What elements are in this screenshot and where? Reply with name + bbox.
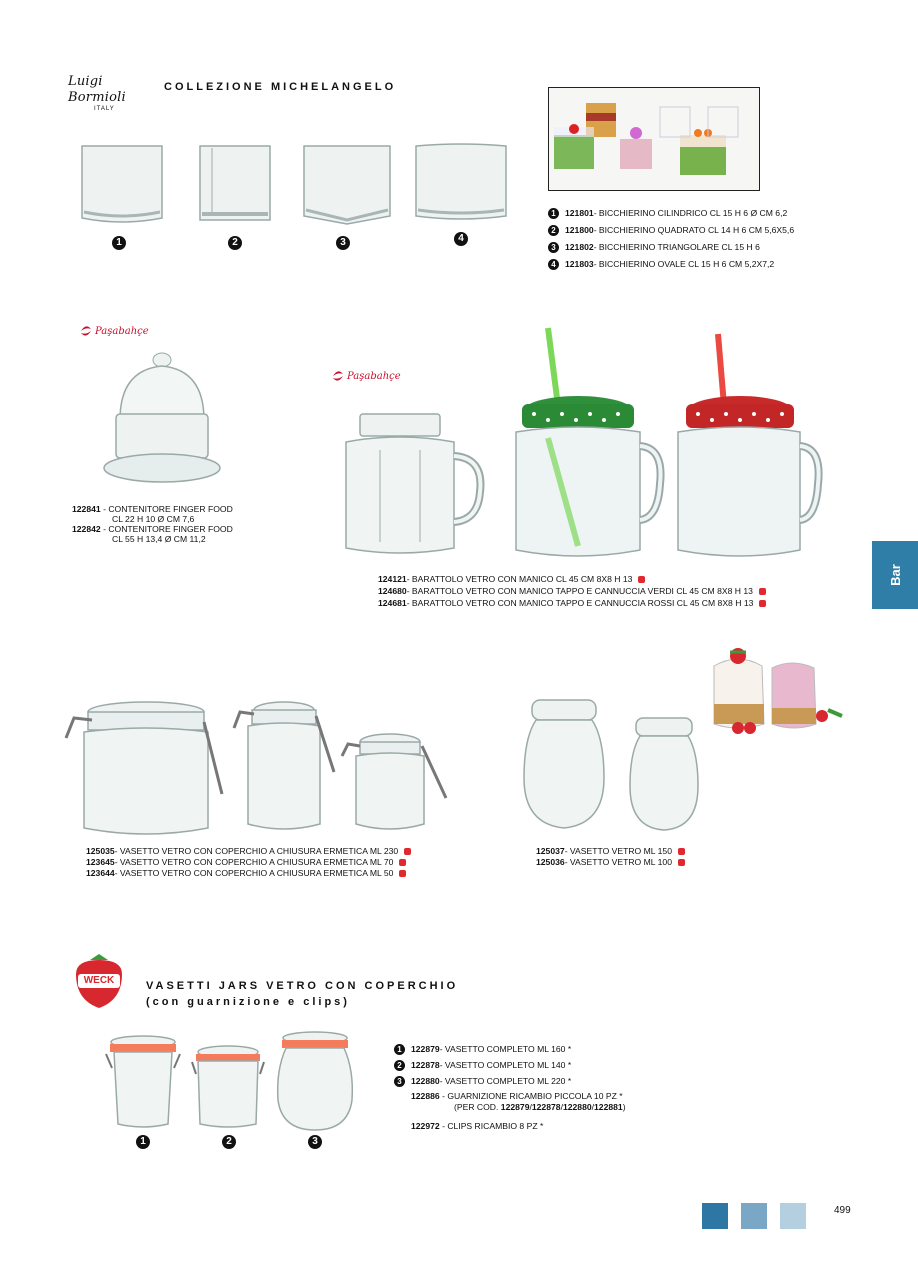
item-code: 124121 (378, 574, 407, 584)
item-desc: - BARATTOLO VETRO CON MANICO TAPPO E CANNUCCIA ROSSI CL 45 CM 8X8 H 13 (406, 598, 754, 608)
list-item-clips (394, 1121, 626, 1132)
item-desc: - VASETTO COMPLETO ML 160 * (439, 1044, 572, 1054)
new-marker (399, 870, 406, 877)
michelangelo-list (548, 207, 794, 271)
number-badge: 1 (548, 208, 559, 219)
weck-jar-160 (104, 1034, 182, 1130)
list-item (548, 241, 794, 254)
list-item (86, 857, 411, 868)
finger-food-dome (100, 350, 224, 490)
item-desc: - BICCHIERINO TRIANGOLARE CL 15 H 6 (593, 242, 760, 252)
footer-square-dark (702, 1203, 728, 1229)
jar-number-3: 3 (308, 1135, 322, 1149)
list-item (378, 573, 766, 585)
glass-number-3: 3 (336, 236, 350, 250)
item-code: 124681 (378, 598, 407, 608)
item-desc: - CLIPS RICAMBIO 8 PZ * (439, 1121, 544, 1131)
item-desc: - BICCHIERINO OVALE CL 15 H 6 CM 5,2X7,2 (593, 259, 775, 269)
item-desc: - VASETTO VETRO CON COPERCHIO A CHIUSURA ERMETICA ML 230 (114, 846, 399, 856)
item-desc: - VASETTO VETRO CON COPERCHIO A CHIUSURA ERMETICA ML 50 (114, 868, 394, 878)
side-tab-label: Bar (887, 564, 903, 586)
item-code: 123644 (86, 868, 115, 878)
list-item (394, 1044, 626, 1055)
list-item (72, 524, 233, 534)
section-title-michelangelo: COLLEZIONE MICHELANGELO (164, 81, 397, 93)
section-subtitle-weck: (con guarnizione e clips) (146, 996, 350, 1008)
number-badge: 3 (548, 242, 559, 253)
pasabahce-mark-icon (332, 370, 344, 382)
item-code: 125036 (536, 857, 565, 867)
item-desc: - CONTENITORE FINGER FOOD (100, 524, 233, 534)
page-number: 499 (834, 1205, 851, 1216)
hermetic-list (86, 846, 411, 879)
list-item (86, 846, 411, 857)
item-code: 123645 (86, 857, 115, 867)
list-item (378, 597, 766, 609)
mason-jar-green (508, 328, 664, 566)
item-code: 121801 (565, 208, 594, 218)
yogurt-photo (710, 646, 844, 736)
item-code: 122880 (411, 1076, 440, 1086)
item-desc: - BICCHIERINO CILINDRICO CL 15 H 6 Ø CM 6,2 (593, 208, 788, 218)
number-badge: 4 (548, 259, 559, 270)
yogurt-jar-100 (626, 716, 702, 834)
yogurt-list (536, 846, 685, 868)
item-code: 121800 (565, 225, 594, 235)
list-item (536, 846, 685, 857)
item-desc-line2: CL 22 H 10 Ø CM 7,6 (112, 514, 195, 524)
list-item-gasket (394, 1091, 626, 1102)
list-item (536, 857, 685, 868)
new-marker (759, 588, 766, 595)
glass-number-2: 2 (228, 236, 242, 250)
list-item (548, 258, 794, 271)
item-desc: - CONTENITORE FINGER FOOD (100, 504, 233, 514)
mason-jar-red (672, 334, 822, 566)
item-code: 122841 (72, 504, 101, 514)
item-desc: - BICCHIERINO QUADRATO CL 14 H 6 CM 5,6X5,6 (593, 225, 795, 235)
glass-number-1: 1 (112, 236, 126, 250)
item-desc: - BARATTOLO VETRO CON MANICO CL 45 CM 8X8 H 13 (406, 574, 633, 584)
item-desc: - VASETTO COMPLETO ML 220 * (439, 1076, 572, 1086)
glass-oval (414, 142, 508, 224)
number-badge: 3 (394, 1076, 405, 1087)
yogurt-jar-150 (518, 698, 610, 832)
hermetic-jar-230 (64, 700, 226, 842)
item-code: 125035 (86, 846, 115, 856)
item-code: 122842 (72, 524, 101, 534)
new-marker (638, 576, 645, 583)
weck-list (394, 1044, 626, 1132)
list-item (394, 1076, 626, 1087)
weck-logo (70, 952, 128, 1010)
item-code: 122879 (411, 1044, 440, 1054)
hermetic-jar-70 (232, 700, 336, 834)
item-code: 125037 (536, 846, 565, 856)
list-item (72, 504, 233, 514)
item-desc: - BARATTOLO VETRO CON MANICO TAPPO E CANNUCCIA VERDI CL 45 CM 8X8 H 13 (406, 586, 753, 596)
jar-number-2: 2 (222, 1135, 236, 1149)
glass-square (198, 144, 272, 226)
glass-number-4: 4 (454, 232, 468, 246)
item-desc: - VASETTO VETRO ML 100 (564, 857, 672, 867)
weck-jar-220 (274, 1030, 356, 1132)
number-badge: 1 (394, 1044, 405, 1055)
item-code: 121803 (565, 259, 594, 269)
weck-jar-140 (190, 1044, 266, 1130)
new-marker (404, 848, 411, 855)
list-item (86, 868, 411, 879)
side-tab-bar[interactable] (872, 541, 918, 609)
finger-food-list (72, 504, 233, 544)
glass-cylindrical (80, 144, 164, 226)
item-desc: - VASETTO VETRO CON COPERCHIO A CHIUSURA ERMETICA ML 70 (114, 857, 394, 867)
number-badge: 2 (394, 1060, 405, 1071)
pasabahce-logo: Paşabahçe (80, 325, 149, 337)
mason-list (378, 573, 766, 609)
item-desc: - GUARNIZIONE RICAMBIO PICCOLA 10 PZ * (439, 1091, 623, 1101)
item-desc: - VASETTO VETRO ML 150 (564, 846, 672, 856)
new-marker (678, 859, 685, 866)
new-marker (678, 848, 685, 855)
list-item (378, 585, 766, 597)
dessert-glasses-photo (548, 87, 760, 191)
list-item (548, 224, 794, 237)
item-code: 122972 (411, 1121, 440, 1131)
new-marker (759, 600, 766, 607)
section-title-weck: VASETTI JARS VETRO CON COPERCHIO (146, 980, 459, 992)
number-badge: 2 (548, 225, 559, 236)
list-item (548, 207, 794, 220)
new-marker (399, 859, 406, 866)
hermetic-jar-50 (340, 732, 450, 834)
item-desc: - VASETTO COMPLETO ML 140 * (439, 1060, 572, 1070)
pasabahce-logo-2: Paşabahçe (332, 370, 401, 382)
item-desc-line2: CL 55 H 13,4 Ø CM 11,2 (112, 534, 206, 544)
footer-square-mid (741, 1203, 767, 1229)
item-code: 124680 (378, 586, 407, 596)
footer-square-light (780, 1203, 806, 1229)
item-code: 122886 (411, 1091, 440, 1101)
weck-logo-text: WECK (83, 975, 115, 986)
item-code: 121802 (565, 242, 594, 252)
glass-triangular (302, 142, 392, 226)
list-item (394, 1060, 626, 1071)
gasket-note: (PER COD. 122879/122878/122880/122881) (454, 1102, 626, 1112)
mason-jar-plain (340, 414, 486, 558)
luigi-bormioli-logo: Luigi Bormioli ITALY (68, 74, 126, 112)
item-code: 122878 (411, 1060, 440, 1070)
jar-number-1: 1 (136, 1135, 150, 1149)
pasabahce-mark-icon (80, 325, 92, 337)
